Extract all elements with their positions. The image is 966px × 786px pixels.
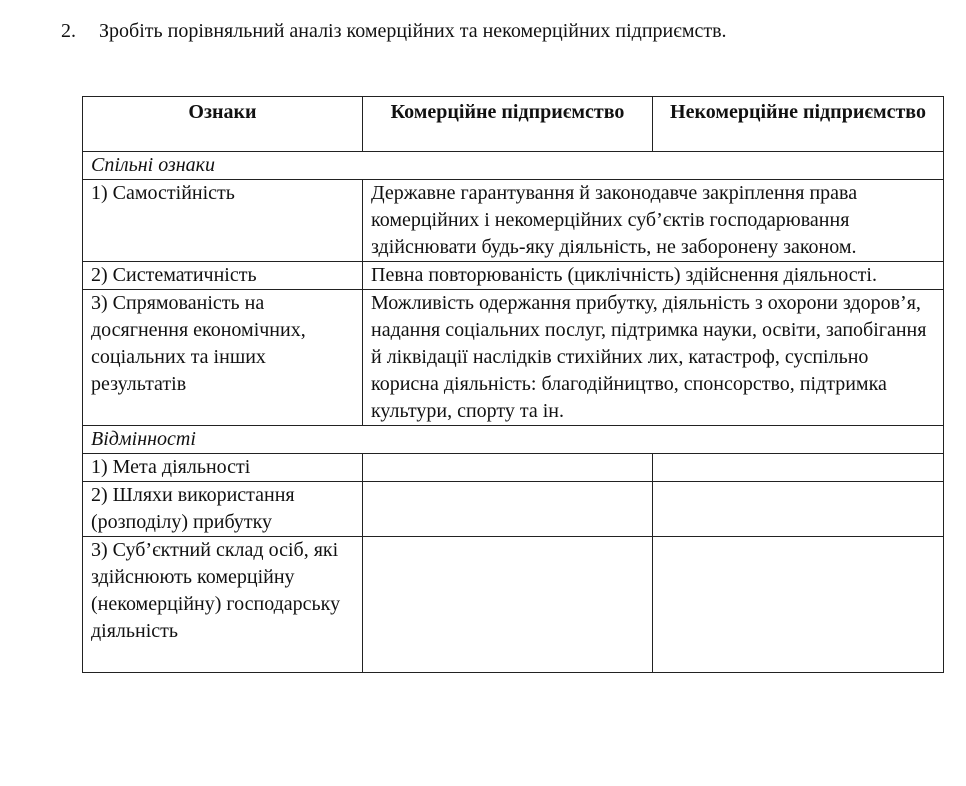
common-description-cell: Державне гарантування й законодавче закріплення права комерційних і некомерційних суб’єктів господарювання здійснювати будь-яку діяльність, не заборонену законом. — [363, 180, 944, 262]
section-row-common — [83, 152, 944, 180]
table-row — [83, 180, 944, 262]
common-feature-cell: 1) Самостійність — [83, 180, 363, 262]
diff-noncommercial-cell[interactable] — [653, 482, 944, 537]
task-number: 2. — [61, 20, 76, 42]
table-row — [83, 482, 944, 537]
section-row-differences — [83, 426, 944, 454]
table-row — [83, 454, 944, 482]
table-row — [83, 262, 944, 290]
diff-feature-cell: 2) Шляхи використання (розподілу) прибутку — [83, 482, 363, 537]
section-differences-label: Відмінності — [83, 426, 944, 454]
table-row — [83, 290, 944, 426]
diff-feature-cell: 3) Суб’єктний склад осіб, які здійснюють комерційну (некомерційну) господарську діяльність — [83, 537, 363, 673]
diff-commercial-cell[interactable] — [363, 482, 653, 537]
header-features: Ознаки — [83, 97, 363, 152]
table-header-row — [83, 97, 944, 152]
diff-commercial-cell[interactable] — [363, 537, 653, 673]
diff-commercial-cell[interactable] — [363, 454, 653, 482]
header-commercial: Комерційне підприємство — [363, 97, 653, 152]
diff-noncommercial-cell[interactable] — [653, 537, 944, 673]
comparison-table — [82, 96, 944, 673]
common-description-cell: Можливість одержання прибутку, діяльність з охорони здоров’я, надання соціальних послуг, підтримка науки, освіти, запобігання й ліквідації наслідків стихійних лих, катастроф, суспільно корисна діяльність: благодійництво, спонсорство, підтримка культури, спорту та ін. — [363, 290, 944, 426]
common-feature-cell: 2) Систематичність — [83, 262, 363, 290]
diff-feature-cell: 1) Мета діяльності — [83, 454, 363, 482]
common-feature-cell: 3) Спрямованість на досягнення економічних, соціальних та інших результатів — [83, 290, 363, 426]
header-noncommercial: Некомерційне підприємство — [653, 97, 944, 152]
task-heading — [61, 18, 727, 44]
task-text: Зробіть порівняльний аналіз комерційних та некомерційних підприємств. — [99, 20, 727, 42]
section-common-label: Спільні ознаки — [83, 152, 944, 180]
diff-noncommercial-cell[interactable] — [653, 454, 944, 482]
common-description-cell: Певна повторюваність (циклічність) здійснення діяльності. — [363, 262, 944, 290]
table-row — [83, 537, 944, 673]
